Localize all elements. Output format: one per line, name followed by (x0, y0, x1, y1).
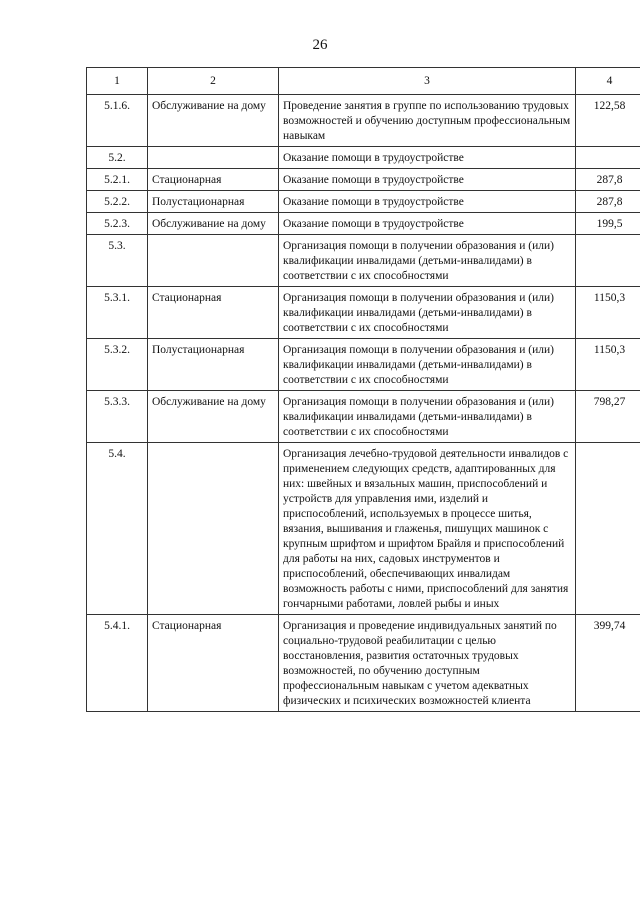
service-form: Полустационарная (148, 191, 279, 213)
service-name: Организация помощи в получении образования и (или) квалификации инвалидами (детьми-инвалидами) в соответствии с их способностями (279, 339, 576, 391)
service-name: Оказание помощи в трудоустройстве (279, 213, 576, 235)
row-number: 5.3. (87, 235, 148, 287)
service-form (148, 235, 279, 287)
header-col-4: 4 (576, 68, 640, 95)
page-number: 26 (312, 37, 328, 53)
row-number: 5.2.2. (87, 191, 148, 213)
service-price: 399,74 (576, 615, 640, 712)
service-name: Оказание помощи в трудоустройстве (279, 191, 576, 213)
service-name: Оказание помощи в трудоустройстве (279, 147, 576, 169)
row-number: 5.2. (87, 147, 148, 169)
header-col-2: 2 (148, 68, 279, 95)
table-row (87, 169, 640, 191)
table-row (87, 391, 640, 443)
header-col-3: 3 (279, 68, 576, 95)
service-name: Организация помощи в получении образования и (или) квалификации инвалидами (детьми-инвалидами) в соответствии с их способностями (279, 391, 576, 443)
service-price: 1150,3 (576, 287, 640, 339)
row-number: 5.2.3. (87, 213, 148, 235)
table-row (87, 443, 640, 615)
service-form: Стационарная (148, 169, 279, 191)
service-form: Обслуживание на дому (148, 213, 279, 235)
service-price (576, 443, 640, 615)
service-price: 798,27 (576, 391, 640, 443)
service-form: Стационарная (148, 615, 279, 712)
row-number: 5.3.1. (87, 287, 148, 339)
table-row (87, 339, 640, 391)
service-form: Обслуживание на дому (148, 391, 279, 443)
service-form: Стационарная (148, 287, 279, 339)
service-name: Организация помощи в получении образования и (или) квалификации инвалидами (детьми-инвалидами) в соответствии с их способностями (279, 287, 576, 339)
header-col-1: 1 (87, 68, 148, 95)
service-name: Проведение занятия в группе по использованию трудовых возможностей и обучению доступным профессиональным навыкам (279, 95, 576, 147)
service-form: Полустационарная (148, 339, 279, 391)
service-form (148, 443, 279, 615)
row-number: 5.3.2. (87, 339, 148, 391)
service-price (576, 147, 640, 169)
row-number: 5.3.3. (87, 391, 148, 443)
service-form: Обслуживание на дому (148, 95, 279, 147)
header-row (87, 68, 640, 95)
service-price: 287,8 (576, 169, 640, 191)
service-name: Организация и проведение индивидуальных занятий по социально-трудовой реабилитации с целью восстановления, развития остаточных трудовых возможностей, по обучению доступным профессиональным навыкам с учетом адекватных физических и психических возможностей клиента (279, 615, 576, 712)
service-price (576, 235, 640, 287)
table-row (87, 615, 640, 712)
row-number: 5.4.1. (87, 615, 148, 712)
table-row (87, 147, 640, 169)
table-row (87, 235, 640, 287)
row-number: 5.2.1. (87, 169, 148, 191)
service-price: 1150,3 (576, 339, 640, 391)
table-row (87, 213, 640, 235)
table-row (87, 95, 640, 147)
row-number: 5.1.6. (87, 95, 148, 147)
service-name: Организация лечебно-трудовой деятельности инвалидов с применением следующих средств, адаптированных для них: швейных и вязальных машин, приспособлений и устройств для управления ими, изделий и приспособлений, используемых в процессе шитья, вязания, вышивания и глаженья, пишущих машинок с крупным шрифтом и шрифтом Брайля и приспособлений для работы на них, садовых инструментов и приспособлений, обеспечивающих инвалидам возможность работы с ними, приспособлений для занятия гончарными работами, ловлей рыбы и иных (279, 443, 576, 615)
row-number: 5.4. (87, 443, 148, 615)
service-price: 199,5 (576, 213, 640, 235)
services-table (86, 67, 640, 712)
service-price: 287,8 (576, 191, 640, 213)
service-name: Оказание помощи в трудоустройстве (279, 169, 576, 191)
service-price: 122,58 (576, 95, 640, 147)
service-name: Организация помощи в получении образования и (или) квалификации инвалидами (детьми-инвалидами) в соответствии с их способностями (279, 235, 576, 287)
service-form (148, 147, 279, 169)
table-row (87, 191, 640, 213)
table-row (87, 287, 640, 339)
